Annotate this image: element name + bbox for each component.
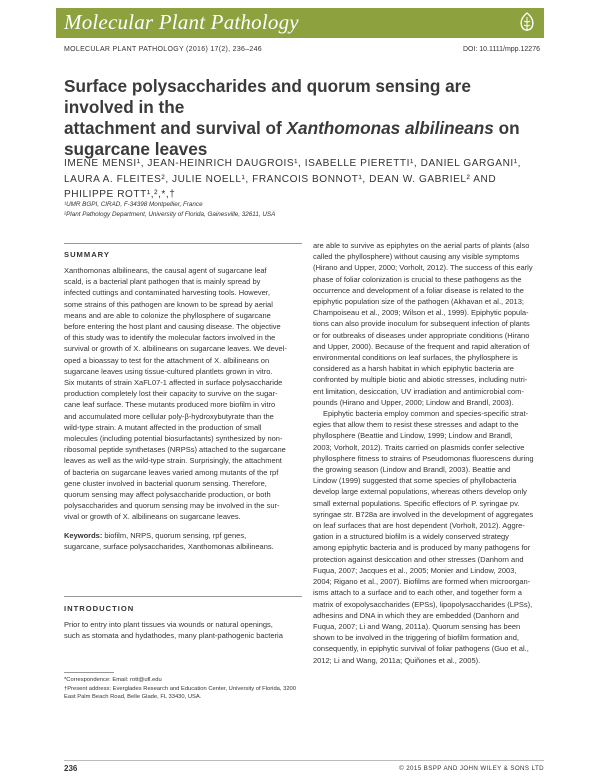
text-line: Six mutants of strain XaFL07-1 affected in surface polysaccharide (64, 378, 283, 388)
text-line: Epiphytic bacteria employ common and species-specific strat- (323, 409, 529, 419)
footer-rule (64, 760, 544, 761)
correspondence-note: *Correspondence: Email: rott@ufl.edu (64, 677, 162, 683)
introduction-heading: INTRODUCTION (64, 604, 135, 613)
footnotes: *Correspondence: Email: rott@ufl.edu †Present address: Everglades Research and Education Center, University of Florida, 3200 East Palm Beach Road, Belle Glade, FL 33430, USA. (64, 676, 302, 702)
article-title: Surface polysaccharides and quorum sensing are involved in the attachment and survival of Xanthomonas albilineans on sugarcane leaves (64, 76, 520, 159)
text-line: occurrence and development of a foliar disease is related to the (313, 285, 524, 295)
text-line: egies that allow them to resist these stresses and adapt to the (313, 420, 519, 430)
text-line: or for outbreaks of diseases under appropriate conditions (Hirano (313, 330, 530, 340)
text-line: Fuqua, 2007; Jacques et al., 2005; Monier and Lindow, 2003, (313, 565, 517, 575)
affiliation-2: ²Plant Pathology Department, University of Florida, Gainesville, 32611, USA (64, 211, 276, 218)
text-line: protection against desiccation and other stresses (Danhorn and (313, 554, 524, 564)
text-line: 2012; Li and Wang, 2011a; Quiñones et al., 2005). (313, 655, 481, 665)
text-line: oped a bioassay to test for the attachment of X. albilineans on (64, 355, 270, 365)
running-header: MOLECULAR PLANT PATHOLOGY (2016) 17(2), 236–246 (64, 46, 262, 53)
text-line: pounds (Hirano and Upper, 2000; Lindow and Brandl, 2003). (313, 397, 514, 407)
text-line: ribosomal peptide synthetases (NRPSs) attached to the sugarcane (64, 445, 286, 455)
footnote-rule (64, 672, 114, 673)
text-line: Fuqua, 2007; Li and Wang, 2011a). Quorum sensing has been (313, 621, 521, 631)
text-line: adhesins and DNA in which they are embedded (Danhorn and (313, 610, 519, 620)
text-line: confronted by multiple biotic and abiotic stresses, including nutri- (313, 375, 528, 385)
text-line: Prior to entry into plant tissues via wounds or natural openings, (64, 620, 273, 629)
text-line: vival or growth of X. albilineans on sugarcane leaves. (64, 512, 241, 522)
text-line: epiphytic population size of the pathogen (Akhavan et al., 2013; (313, 297, 524, 307)
text-line: cane leaf surface. These mutants produced more biofilm in vitro (64, 400, 276, 410)
doi-link[interactable]: DOI: 10.1111/mpp.12276 (462, 46, 540, 53)
text-line: sugarcane leaves using tissue-cultured plantlets grown in vitro. (64, 366, 273, 376)
text-line: shown to be involved in the triggering of biofilm formation and, (313, 633, 519, 643)
text-line: production completely lost their capacity to survive on the sugar- (64, 389, 278, 399)
text-line: of bacteria on sugarcane leaves varied among mutants of the rpf (64, 467, 279, 477)
journal-banner (56, 8, 544, 38)
text-line: isms attach to a surface and to each other, and together form a (313, 588, 522, 598)
text-line: are able to survive as epiphytes on the aerial parts of plants (also (313, 241, 530, 250)
summary-rule (64, 243, 302, 244)
text-line: leaves as well as the wild-type strain. Surprisingly, the attachment (64, 456, 282, 466)
introduction-continued (313, 240, 545, 666)
text-line: quorum sensing may affect polysaccharide production, or both (64, 490, 271, 500)
copyright: © 2015 BSPP AND JOHN WILEY & SONS LTD (399, 765, 544, 772)
text-line: Champoiseau et al., 2009; Wilson et al., 1999). Epiphytic popula- (313, 308, 529, 318)
text-line: phyllosphere (Beattie and Lindow, 1999; Lindow and Brandl, (313, 431, 513, 441)
affiliations (64, 200, 275, 220)
text-line: such as stomata and hydathodes, many plant-pathogenic bacteria (64, 631, 283, 641)
text-line: and accumulated more cellular poly-β-hydroxybutyrate than the (64, 411, 274, 421)
text-line: some strains of this pathogen are known to be spread by aerial (64, 299, 273, 309)
text-line: 2003; Vorholt, 2012). Traits carried on plasmids confer selective (313, 442, 525, 452)
text-line: called the phyllosphere) without causing any visible symptoms (313, 252, 520, 262)
text-line: ent limitation, desiccation, UV irradiation and antimicrobial com- (313, 386, 524, 396)
text-line: gation in a structured biofilm is a widely conserved strategy (313, 532, 509, 542)
text-line: gene cluster involved in bacterial quorum sensing. Therefore, (64, 478, 267, 488)
text-line: scald, is a bacterial plant pathogen that is mainly spread by (64, 277, 261, 287)
text-line: develop large external populations, whereas others develop only (313, 487, 527, 497)
introduction-text (64, 619, 302, 641)
title-species: Xanthomonas albilineans (286, 118, 494, 138)
present-address-note: †Present address: Everglades Research and Education Center, University of Florida, 3200 (64, 685, 297, 692)
keywords-label: Keywords: (64, 531, 103, 540)
intro-rule (64, 596, 302, 597)
text-line: among epiphytic bacteria and is produced by many pathogens for (313, 543, 531, 553)
text-line: polysaccharides and quorum sensing may be involved in the sur- (64, 501, 280, 511)
text-line: small external populations. Specific effectors of P. syringae pv. (313, 498, 520, 508)
text-line: of this study was to identify the molecular factors involved in the (64, 333, 276, 343)
text-line: 2004; Rigano et al., 2007). Biofilms are formed when microorgan- (313, 577, 531, 587)
affiliation-1: ¹UMR BGPI, CIRAD, F-34398 Montpellier, France (64, 201, 203, 208)
keywords: Keywords: biofilm, NRPS, quorum sensing, rpf genes, sugarcane, surface polysaccharides, Xanthomonas albilineans. (64, 531, 274, 552)
text-line: phyllosphere fitness to strains of Pseudomonas fluorescens during (313, 453, 534, 463)
text-line: considered as a harsh habitat in which epiphytic bacteria are (313, 364, 514, 374)
bspp-logo-icon (516, 11, 538, 35)
text-line: consequently, in epiphytic survival of foliar pathogens (Guo et al., (313, 644, 529, 654)
journal-banner-title: Molecular Plant Pathology (64, 10, 299, 34)
text-line: Lindow (1999) suggested that some species of phyllobacteria (313, 476, 517, 486)
summary-text (64, 265, 302, 523)
text-line: wild-type strain. A mutant affected in the production of small (64, 422, 262, 432)
page-number: 236 (64, 764, 78, 773)
text-line: phase of foliar colonization is crucial to these pathogens as the (313, 274, 522, 284)
text-line: and Upper, 2000). Because of the frequent and rapid alteration of (313, 341, 530, 351)
text-line: environmental conditions on leaf surfaces, the phyllosphere is (313, 353, 518, 363)
summary-heading: SUMMARY (64, 250, 110, 259)
author-list: IMENE MENSI¹, JEAN-HEINRICH DAUGROIS¹, ISABELLE PIERETTI¹, DANIEL GARGANI¹, LAURA A. FLEITES², JULIE NOELL¹, FRANCOIS BONNOT¹, DEAN W. GABRIEL² AND PHILIPPE ROTT¹,²,*,† (64, 158, 522, 200)
text-line: on leaf surfaces that are host dependent (Vorholt, 2012). Aggre- (313, 521, 525, 531)
text-line: survival or growth of X. albilineans on sugarcane leaves. We devel- (64, 344, 287, 354)
text-line: the growing season (Lindow and Brandl, 2003). Beattie and (313, 465, 511, 475)
text-line: infected cuttings and contaminated harvesting tools. However, (64, 288, 270, 298)
text-line: syringae str. B728a are involved in the development of aggregates (313, 509, 534, 519)
text-line: tions can also provide inoculum for subsequent infection of plants (313, 319, 530, 329)
text-line: Xanthomonas albilineans, the causal agent of sugarcane leaf (64, 266, 267, 275)
text-line: matrix of exopolysaccharides (EPSs), lipopolysaccharides (LPSs), (313, 599, 533, 609)
text-line: (Hirano and Upper, 2000; Vorholt, 2012). The success of this early (313, 263, 533, 273)
text-line: before entering the host plant and causing disease. The objective (64, 322, 281, 332)
text-line: means and are able to colonize the phyllosphere of sugarcane (64, 310, 271, 320)
text-line: molecules (including potential biosurfactants) synthesized by non- (64, 434, 283, 444)
